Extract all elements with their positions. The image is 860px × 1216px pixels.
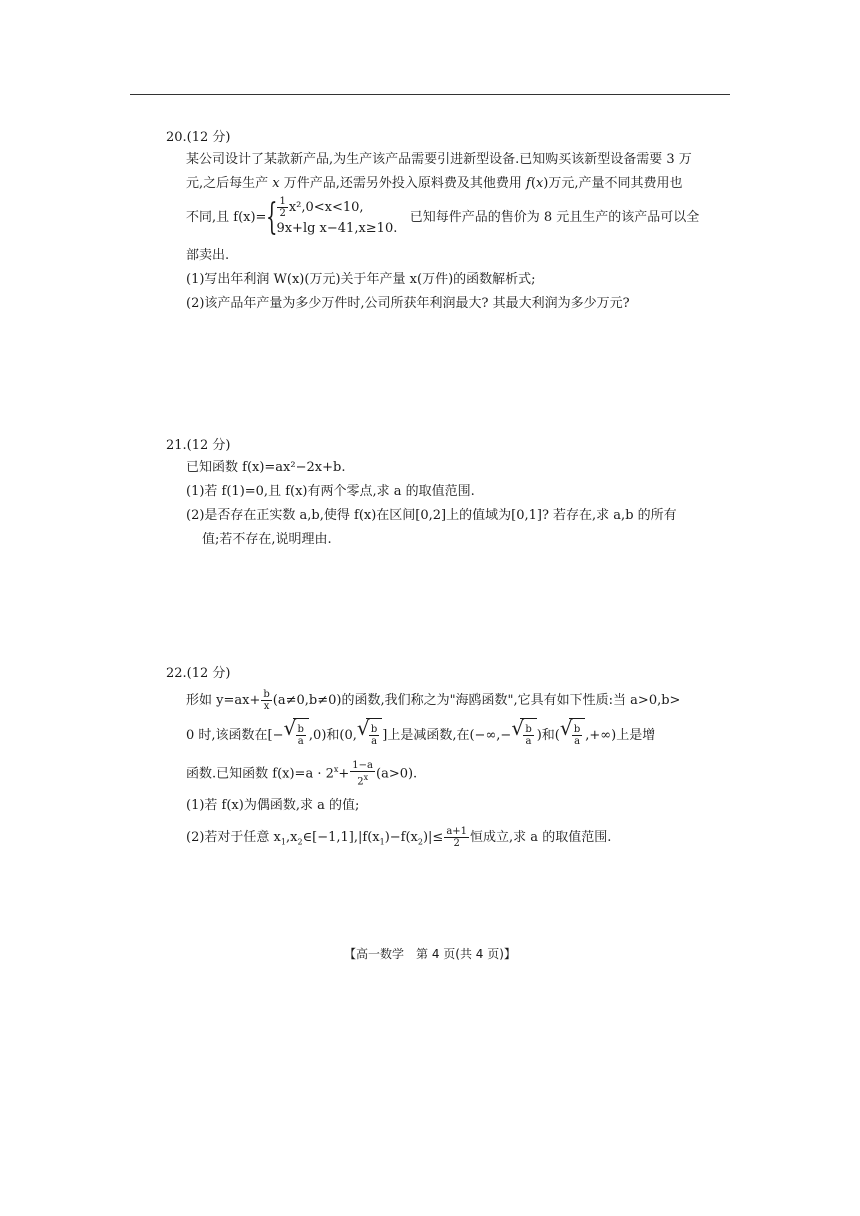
problem-20-question-1: (1)写出年利润 W(x)(万元)关于年产量 x(万件)的函数解析式; (186, 272, 536, 287)
problem-22-line-3: 函数.已知函数 $f(x)=a \cdot 2^x+$ $\frac{1-a}{2^x}$ (a>0). (186, 760, 418, 788)
problem-21-line-1: 已知函数 f(x)=ax²−2x+b. (186, 460, 346, 475)
problem-20-header: 20.(12 分) (166, 130, 231, 145)
problem-22-line-1: 形如 y=ax+ $\frac{b}{x}$ (a≠0,b≠0)的函数,我们称之为"海鸥函数",它具有如下性质:当 a>0,b> (186, 689, 681, 712)
problem-22-line-2: 0 时,该函数在[− √ $\frac{b}{a}$ ,0)和(0, √ $\frac{b}{a}$ ]上是减函数,在(−∞,− √ $\frac{b}{a}$ )和( √ $\frac{b}{a}$ ,+∞)上是增 (166, 718, 736, 753)
problem-21-header: 21.(12 分) (166, 438, 231, 453)
problem-20-line-3: 不同,且 f(x)= { $\frac{1}{2}$ x²,0<x<10, 9x+lg x−41,x≥10. 已知每件产品的售价为 8 元且生产的该产品可以全 (186, 196, 700, 238)
problem-21-question-2a: (2)是否存在正实数 a,b,使得 f(x)在区间[0,2]上的值域为[0,1]? 若存在,求 a,b 的所有 (186, 508, 677, 523)
problem-22-question-1: (1)若 f(x)为偶函数,求 a 的值; (186, 798, 360, 814)
top-rule (130, 94, 730, 95)
problem-22-question-2: (2)若对于任意 $x_1,x_2\in[-1,1],|f(x_1)-f(x_2)|\le$ $\frac{a+1}{2}$ 恒成立,求 a 的取值范围. (186, 826, 612, 850)
piecewise-function: { $\frac{1}{2}$ x²,0<x<10, 9x+lg x−41,x≥10. (266, 196, 398, 238)
problem-20-line-1: 某公司设计了某款新产品,为生产该产品需要引进新型设备.已知购买该新型设备需要 3 万 (186, 152, 692, 167)
problem-22-header: 22.(12 分) (166, 666, 231, 681)
problem-22 (166, 664, 736, 860)
problem-20 (166, 128, 736, 316)
problem-21 (166, 436, 736, 552)
problem-20-line-4: 部卖出. (186, 248, 230, 263)
problem-21-question-1: (1)若 f(1)=0,且 f(x)有两个零点,求 a 的取值范围. (186, 484, 475, 499)
problem-20-line-2: 元,之后每生产 x 万件产品,还需另外投入原料费及其他费用 f(x)万元,产量不同其费用也 (186, 176, 683, 191)
problem-20-question-2: (2)该产品年产量为多少万件时,公司所获年利润最大? 其最大利润为多少万元? (186, 296, 630, 311)
problem-21-question-2b: 值;若不存在,说明理由. (202, 532, 332, 547)
page-footer: 【高一数学 第 4 页(共 4 页)】 (344, 947, 516, 961)
